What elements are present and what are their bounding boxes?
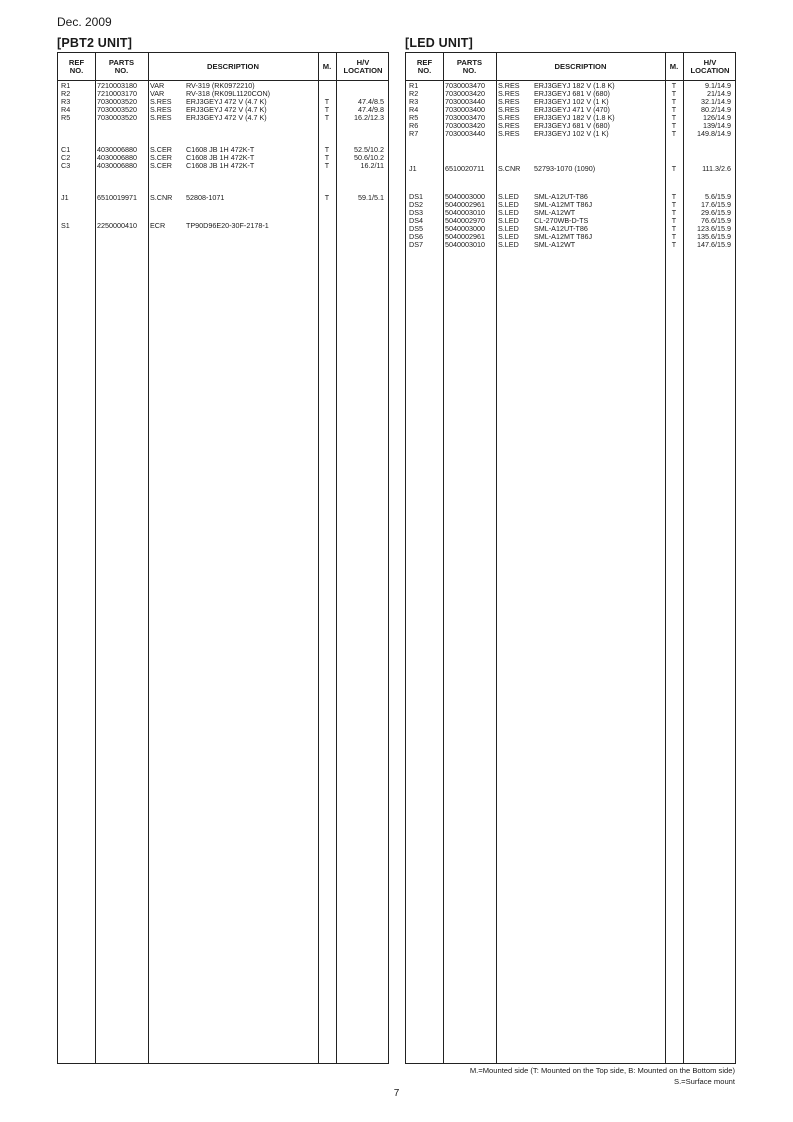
table-row (58, 194, 388, 202)
part-number-cell: 7030003400 (445, 105, 485, 114)
description-cell: RV-319 (RK0972210) (186, 81, 255, 90)
ref-cell: R5 (409, 113, 419, 122)
parts-no-header: PARTS NO. (456, 57, 483, 75)
part-number-cell: 7030003520 (97, 97, 137, 106)
part-type-cell: VAR (150, 89, 165, 98)
mounted-side-cell: T (671, 89, 677, 98)
part-number-cell: 7030003520 (97, 105, 137, 114)
part-number-cell: 4030006880 (97, 153, 137, 162)
part-number-cell: 7030003520 (97, 113, 137, 122)
location-cell: 123.6/15.9 (697, 224, 731, 233)
part-type-cell: S.CNR (150, 193, 173, 202)
pbt2-unit-title: [PBT2 UNIT] (57, 36, 133, 50)
mounted-side-cell: T (671, 164, 677, 173)
ref-cell: R6 (409, 121, 419, 130)
mounted-side-note: M.=Mounted side (T: Mounted on the Top side, B: Mounted on the Bottom side) (469, 1066, 735, 1075)
location-cell: 139/14.9 (703, 121, 731, 130)
part-number-cell: 5040003000 (445, 192, 485, 201)
part-type-cell: S.RES (150, 105, 172, 114)
mounted-side-cell: T (671, 240, 677, 249)
part-type-cell: S.RES (150, 97, 172, 106)
location-cell: 16.2/11 (360, 161, 384, 170)
description-cell: ERJ3GEYJ 182 V (1.8 K) (534, 81, 615, 90)
description-header: DESCRIPTION (554, 61, 607, 71)
location-cell: 29.6/15.9 (701, 208, 731, 217)
location-cell: 21/14.9 (707, 89, 731, 98)
part-number-cell: 6510019971 (97, 193, 137, 202)
part-number-cell: 7210003180 (97, 81, 137, 90)
mounted-side-cell: T (324, 193, 330, 202)
ref-cell: R7 (409, 129, 419, 138)
ref-cell: R2 (61, 89, 71, 98)
part-type-cell: S.LED (498, 216, 519, 225)
ref-cell: R1 (61, 81, 71, 90)
description-cell: SML-A12UT-T86 (534, 224, 588, 233)
mounted-side-cell: T (671, 200, 677, 209)
location-cell: 5.6/15.9 (705, 192, 731, 201)
ref-no-header: REF NO. (68, 57, 85, 75)
description-cell: ERJ3GEYJ 681 V (680) (534, 121, 610, 130)
description-header: DESCRIPTION (207, 61, 259, 71)
location-cell: 52.5/10.2 (354, 145, 384, 154)
ref-cell: DS6 (409, 232, 423, 241)
part-number-cell: 7030003470 (445, 113, 485, 122)
part-type-cell: S.RES (498, 113, 520, 122)
part-number-cell: 7030003440 (445, 129, 485, 138)
part-number-cell: 4030006880 (97, 161, 137, 170)
mounted-side-cell: T (324, 161, 330, 170)
ref-cell: DS1 (409, 192, 423, 201)
led-unit-title: [LED UNIT] (405, 36, 473, 50)
part-number-cell: 7210003170 (97, 89, 137, 98)
location-cell: 47.4/8.5 (358, 97, 384, 106)
part-type-cell: S.RES (498, 105, 520, 114)
part-type-cell: S.LED (498, 192, 519, 201)
part-type-cell: S.CNR (498, 164, 521, 173)
description-cell: ERJ3GEYJ 472 V (4.7 K) (186, 113, 267, 122)
description-cell: SML-A12MT T86J (534, 200, 593, 209)
mounted-side-cell: T (324, 105, 330, 114)
mounted-side-cell: T (324, 153, 330, 162)
description-cell: ERJ3GEYJ 471 V (470) (534, 105, 610, 114)
location-cell: 111.3/2.6 (702, 164, 731, 173)
mounted-side-cell: T (671, 81, 677, 90)
ref-cell: DS2 (409, 200, 423, 209)
location-cell: 135.6/15.9 (697, 232, 731, 241)
table-row (406, 165, 735, 173)
part-number-cell: 7030003420 (445, 121, 485, 130)
part-number-cell: 5040003010 (445, 208, 485, 217)
description-cell: C1608 JB 1H 472K-T (186, 161, 255, 170)
mounted-side-cell: T (671, 113, 677, 122)
part-type-cell: S.RES (498, 121, 520, 130)
mounted-side-cell: T (671, 216, 677, 225)
part-type-cell: VAR (150, 81, 165, 90)
description-cell: TP90D96E20-30F-2178-1 (186, 221, 269, 230)
part-number-cell: 5040002970 (445, 216, 485, 225)
description-cell: SML-A12UT-T86 (534, 192, 588, 201)
mounted-side-cell: T (324, 97, 330, 106)
ref-cell: DS3 (409, 208, 423, 217)
part-type-cell: S.CER (150, 145, 172, 154)
table-row (58, 114, 388, 122)
ref-cell: R3 (61, 97, 71, 106)
description-cell: ERJ3GEYJ 182 V (1.8 K) (534, 113, 615, 122)
location-cell: 147.6/15.9 (697, 240, 731, 249)
description-cell: ERJ3GEYJ 472 V (4.7 K) (186, 105, 267, 114)
description-cell: SML-A12WT (534, 240, 576, 249)
mounted-side-cell: T (671, 224, 677, 233)
part-type-cell: S.LED (498, 232, 519, 241)
location-header: H/V LOCATION (343, 57, 383, 75)
mounted-side-cell: T (671, 192, 677, 201)
location-cell: 76.6/15.9 (701, 216, 731, 225)
mounted-header: M. (322, 61, 332, 71)
ref-cell: C1 (61, 145, 71, 154)
description-cell: SML-A12MT T86J (534, 232, 593, 241)
mounted-side-cell: T (671, 105, 677, 114)
pbt2-parts-table (57, 52, 389, 1064)
part-number-cell: 7030003420 (445, 89, 485, 98)
part-type-cell: ECR (150, 221, 166, 230)
part-type-cell: S.CER (150, 161, 172, 170)
part-type-cell: S.CER (150, 153, 172, 162)
ref-cell: R1 (409, 81, 419, 90)
part-number-cell: 5040002961 (445, 232, 485, 241)
location-cell: 59.1/5.1 (358, 193, 384, 202)
ref-cell: DS5 (409, 224, 423, 233)
table-row (406, 241, 735, 249)
location-cell: 126/14.9 (703, 113, 731, 122)
ref-cell: J1 (61, 193, 69, 202)
ref-cell: R4 (409, 105, 419, 114)
part-number-cell: 2250000410 (97, 221, 137, 230)
led-parts-table (405, 52, 736, 1064)
mounted-side-cell: T (671, 129, 677, 138)
ref-cell: R4 (61, 105, 71, 114)
part-number-cell: 4030006880 (97, 145, 137, 154)
part-type-cell: S.LED (498, 240, 519, 249)
description-cell: 52793-1070 (1090) (534, 164, 596, 173)
part-number-cell: 5040002961 (445, 200, 485, 209)
ref-no-header: REF NO. (416, 57, 433, 75)
location-cell: 16.2/12.3 (354, 113, 384, 122)
page-number: 7 (393, 1088, 400, 1099)
ref-cell: R2 (409, 89, 419, 98)
part-type-cell: S.RES (498, 81, 520, 90)
location-header: H/V LOCATION (690, 57, 730, 75)
location-cell: 17.6/15.9 (701, 200, 731, 209)
surface-mount-note: S.=Surface mount (674, 1077, 735, 1086)
part-type-cell: S.LED (498, 224, 519, 233)
description-cell: SML-A12WT (534, 208, 576, 217)
ref-cell: R5 (61, 113, 71, 122)
ref-cell: S1 (61, 221, 70, 230)
table-row (58, 222, 388, 230)
part-type-cell: S.LED (498, 200, 519, 209)
part-type-cell: S.RES (498, 129, 520, 138)
description-cell: 52808-1071 (186, 193, 225, 202)
location-cell: 32.1/14.9 (701, 97, 731, 106)
part-number-cell: 6510020711 (445, 164, 485, 173)
ref-cell: C3 (61, 161, 71, 170)
part-number-cell: 7030003470 (445, 81, 485, 90)
description-cell: RV-318 (RK09L1120CON) (186, 89, 271, 98)
ref-cell: C2 (61, 153, 71, 162)
description-cell: C1608 JB 1H 472K-T (186, 145, 255, 154)
document-date: Dec. 2009 (57, 15, 112, 29)
description-cell: ERJ3GEYJ 681 V (680) (534, 89, 610, 98)
mounted-side-cell: T (671, 232, 677, 241)
description-cell: ERJ3GEYJ 472 V (4.7 K) (186, 97, 267, 106)
mounted-side-cell: T (671, 208, 677, 217)
location-cell: 149.8/14.9 (697, 129, 731, 138)
mounted-side-cell: T (671, 121, 677, 130)
part-type-cell: S.LED (498, 208, 519, 217)
description-cell: C1608 JB 1H 472K-T (186, 153, 255, 162)
description-cell: ERJ3GEYJ 102 V (1 K) (534, 129, 609, 138)
ref-cell: DS7 (409, 240, 423, 249)
ref-cell: J1 (409, 164, 417, 173)
description-cell: ERJ3GEYJ 102 V (1 K) (534, 97, 609, 106)
parts-no-header: PARTS NO. (108, 57, 135, 75)
mounted-header: M. (669, 61, 679, 71)
ref-cell: DS4 (409, 216, 423, 225)
description-cell: CL-270WB-D-TS (534, 216, 589, 225)
location-cell: 50.6/10.2 (354, 153, 384, 162)
part-type-cell: S.RES (150, 113, 172, 122)
ref-cell: R3 (409, 97, 419, 106)
mounted-side-cell: T (324, 145, 330, 154)
part-type-cell: S.RES (498, 89, 520, 98)
part-number-cell: 5040003010 (445, 240, 485, 249)
part-type-cell: S.RES (498, 97, 520, 106)
part-number-cell: 7030003440 (445, 97, 485, 106)
location-cell: 9.1/14.9 (705, 81, 731, 90)
part-number-cell: 5040003000 (445, 224, 485, 233)
location-cell: 80.2/14.9 (701, 105, 731, 114)
table-row (406, 130, 735, 138)
mounted-side-cell: T (671, 97, 677, 106)
location-cell: 47.4/9.8 (358, 105, 384, 114)
mounted-side-cell: T (324, 113, 330, 122)
table-row (58, 162, 388, 170)
